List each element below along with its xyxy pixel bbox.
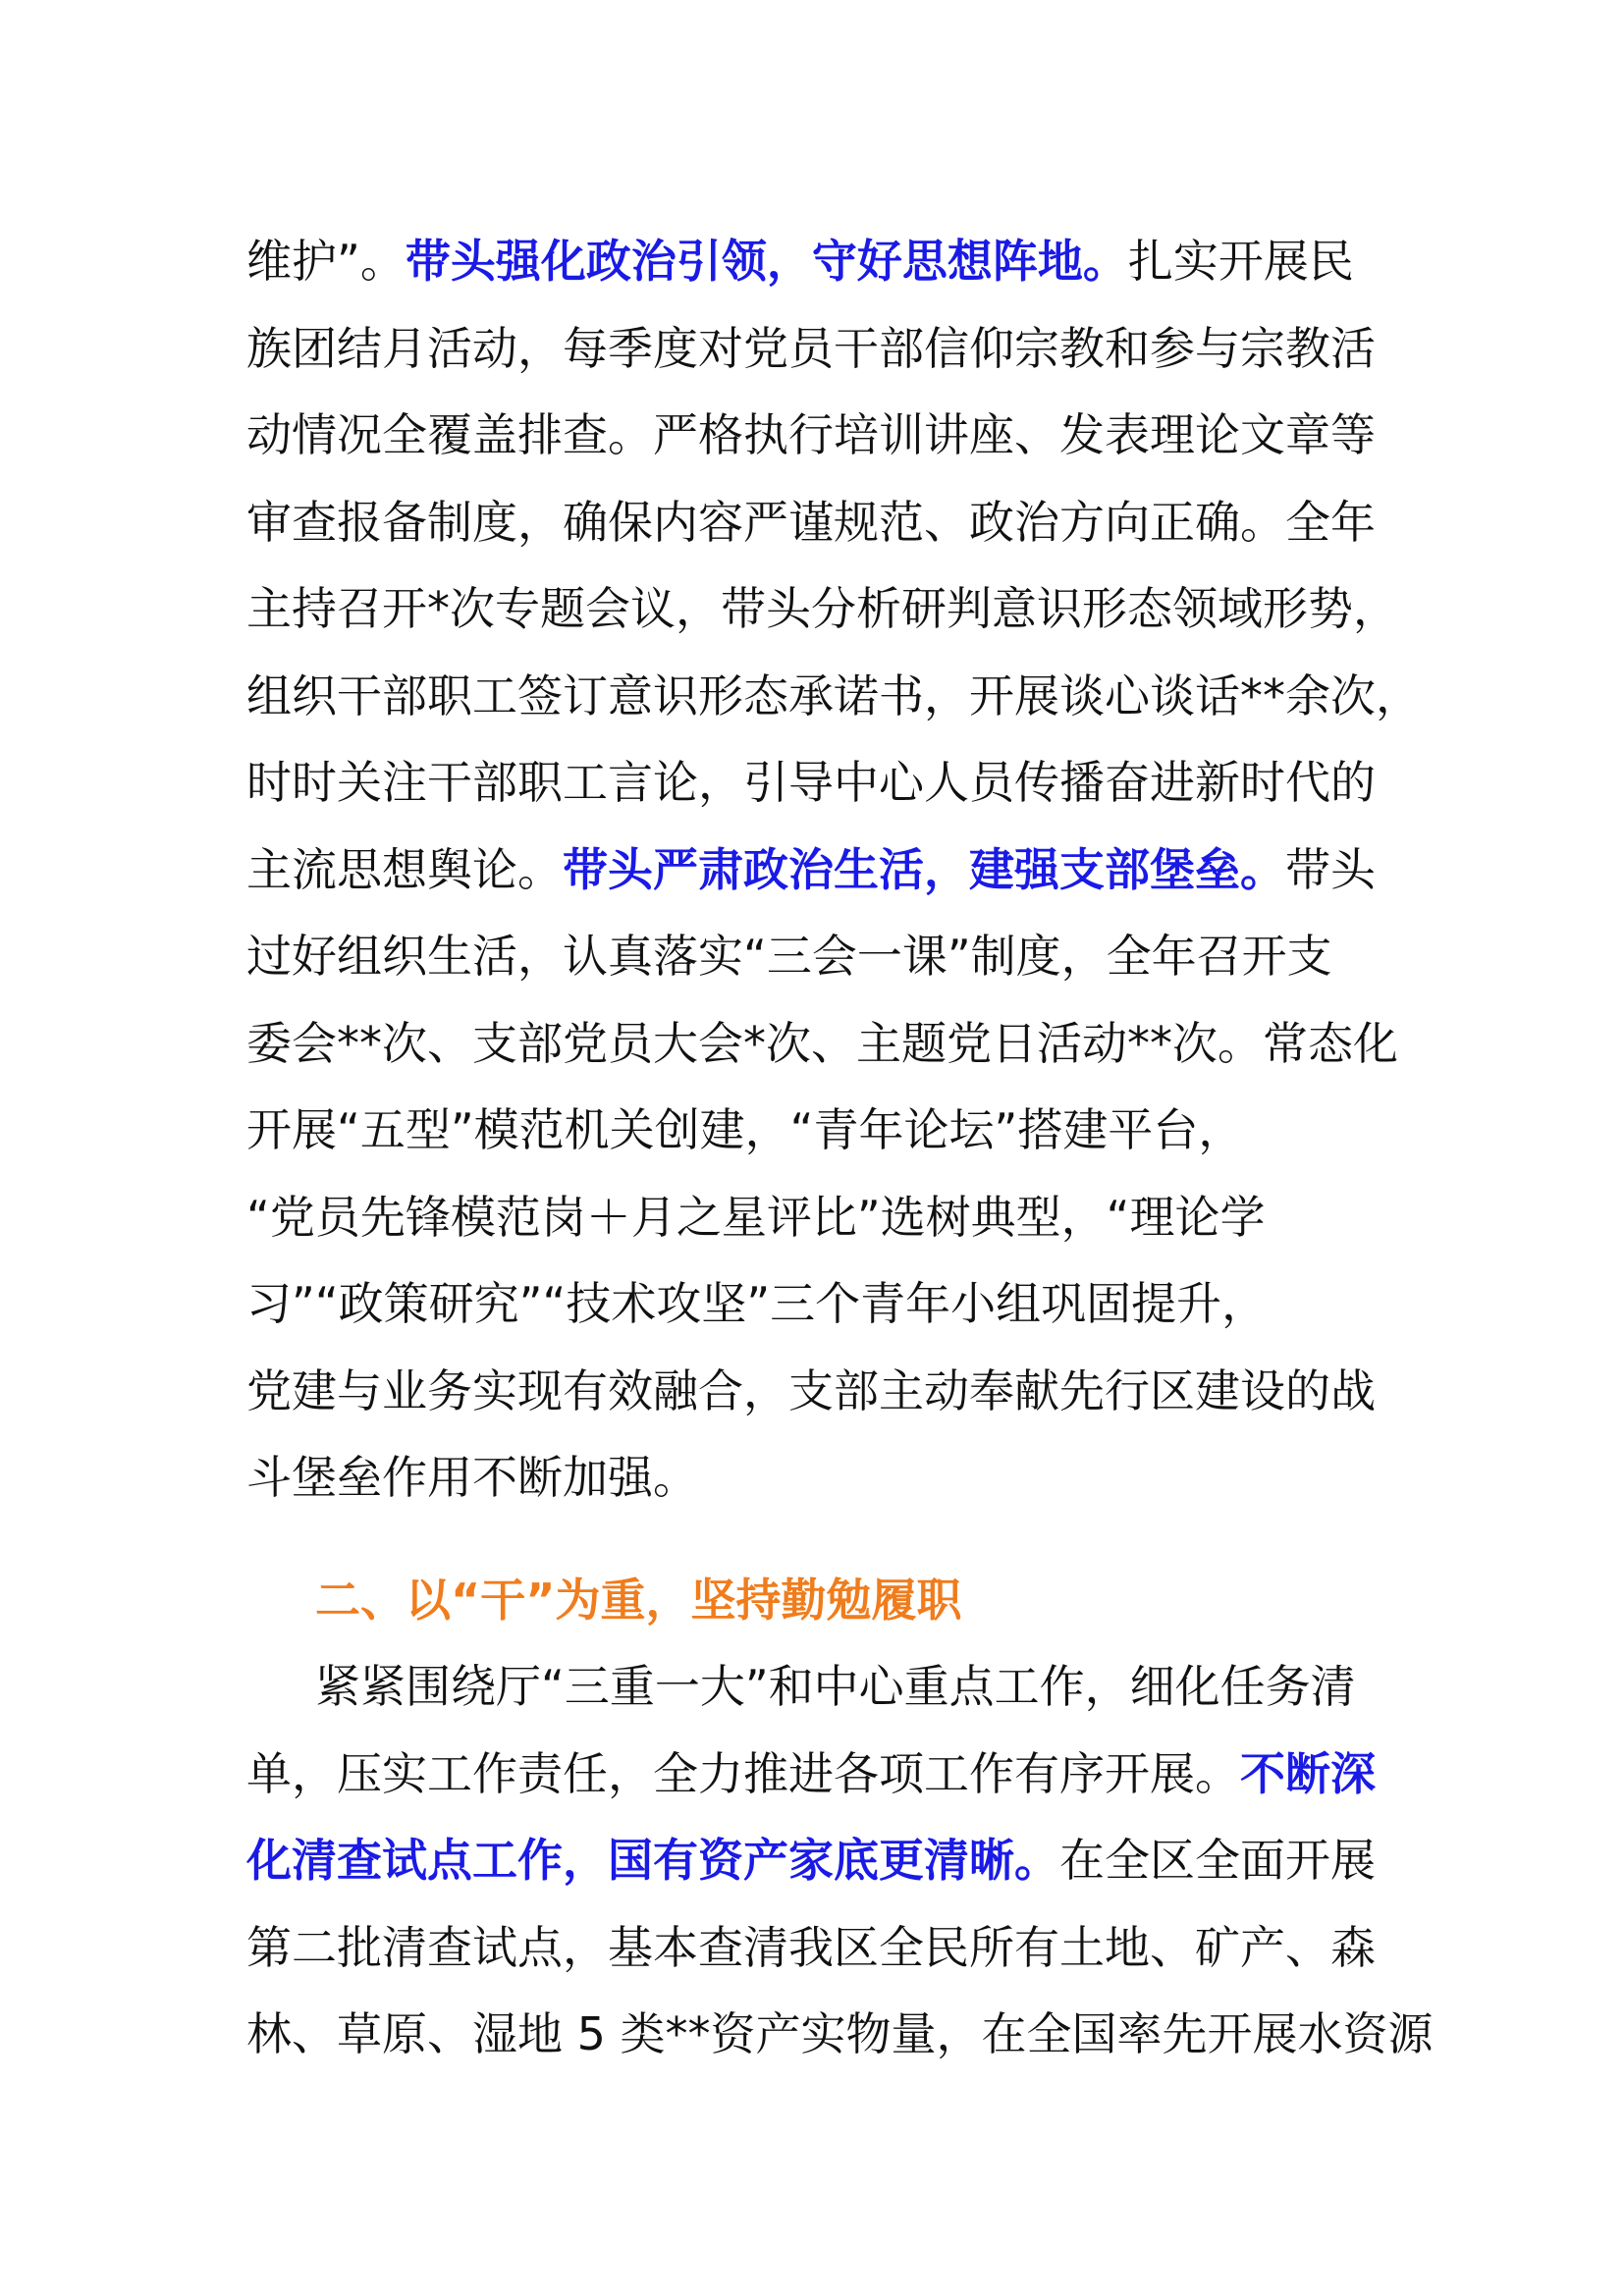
document-page [246, 218, 1434, 2078]
text-line [246, 827, 1385, 914]
text-segment: 动情况全覆盖排查。严格执行培训讲座、发表理论文章等 [246, 408, 1376, 461]
text-segment: 单，压实工作责任，全力推进各项工作有序开展。 [246, 1746, 1240, 1800]
text-segment: 时时关注干部职工言论，引导中心人员传播奋进新时代的 [246, 756, 1376, 809]
highlight-phrase: 带头强化政治引领，守好思想阵地。 [405, 235, 1128, 288]
text-segment: “党员先锋模范岗＋月之星评比”选树典型，“理论学 [246, 1190, 1266, 1244]
text-line [246, 1174, 1385, 1261]
text-line [246, 1904, 1385, 1992]
text-line [246, 392, 1385, 479]
highlight-phrase: 化清查试点工作，国有资产家底更清晰。 [246, 1834, 1059, 1887]
text-line [246, 1260, 1385, 1348]
text-segment: 委会**次、支部党员大会*次、主题党日活动**次。常态化 [246, 1016, 1398, 1070]
text-line [246, 1348, 1385, 1435]
text-segment: 族团结月活动，每季度对党员干部信仰宗教和参与宗教活 [246, 321, 1376, 375]
text-segment: 主持召开*次专题会议，带头分析研判意识形态领域形势， [246, 582, 1398, 635]
text-segment: 在全区全面开展 [1059, 1834, 1376, 1887]
text-line [246, 653, 1421, 740]
text-segment: 审查报备制度，确保内容严谨规范、政治方向正确。全年 [246, 495, 1376, 549]
text-line [246, 479, 1385, 566]
text-line [246, 305, 1385, 393]
text-line [246, 1087, 1385, 1174]
text-segment: 紧紧围绕厅“三重一大”和中心重点工作，细化任务清 [315, 1660, 1356, 1713]
text-segment: 第二批清查试点，基本查清我区全民所有土地、矿产、森 [246, 1920, 1376, 1974]
text-line [246, 218, 1385, 305]
text-segment: 林、草原、湿地 5 类**资产实物量，在全国率先开展水资源 [246, 2007, 1434, 2060]
text-segment: 习”“政策研究”“技术攻坚”三个青年小组巩固提升， [246, 1277, 1268, 1330]
text-line [246, 1000, 1398, 1088]
text-line [246, 913, 1385, 1000]
paragraph-block-2 [246, 1643, 1434, 2078]
highlight-phrase: 不断深 [1240, 1746, 1376, 1800]
text-line [246, 1434, 1385, 1522]
text-segment: 斗堡垒作用不断加强。 [246, 1451, 698, 1504]
text-segment: 组织干部职工签订意识形态承诺书，开展谈心谈话**余次， [246, 668, 1421, 722]
text-segment: 主流思想舆论。 [246, 842, 563, 896]
text-segment: 维护”。 [246, 235, 406, 288]
paragraph-block-1 [246, 218, 1421, 1522]
section-heading: 二、以“干”为重，坚持勤勉履职 [315, 1573, 962, 1627]
text-segment: 党建与业务实现有效融合，支部主动奉献先行区建设的战 [246, 1363, 1376, 1417]
text-line [246, 1817, 1385, 1904]
text-line [246, 1991, 1434, 2078]
text-line [246, 739, 1385, 827]
text-segment: 开展“五型”模范机关创建，“青年论坛”搭建平台， [246, 1103, 1244, 1156]
text-line [246, 1731, 1385, 1818]
highlight-phrase: 带头严肃政治生活，建强支部堡垒。 [563, 842, 1285, 896]
text-line [246, 1643, 1385, 1731]
text-line [246, 565, 1398, 653]
text-segment: 过好组织生活，认真落实“三会一课”制度，全年召开支 [246, 930, 1332, 983]
text-segment: 扎实开展民 [1127, 235, 1354, 288]
text-segment: 带头 [1285, 842, 1376, 896]
